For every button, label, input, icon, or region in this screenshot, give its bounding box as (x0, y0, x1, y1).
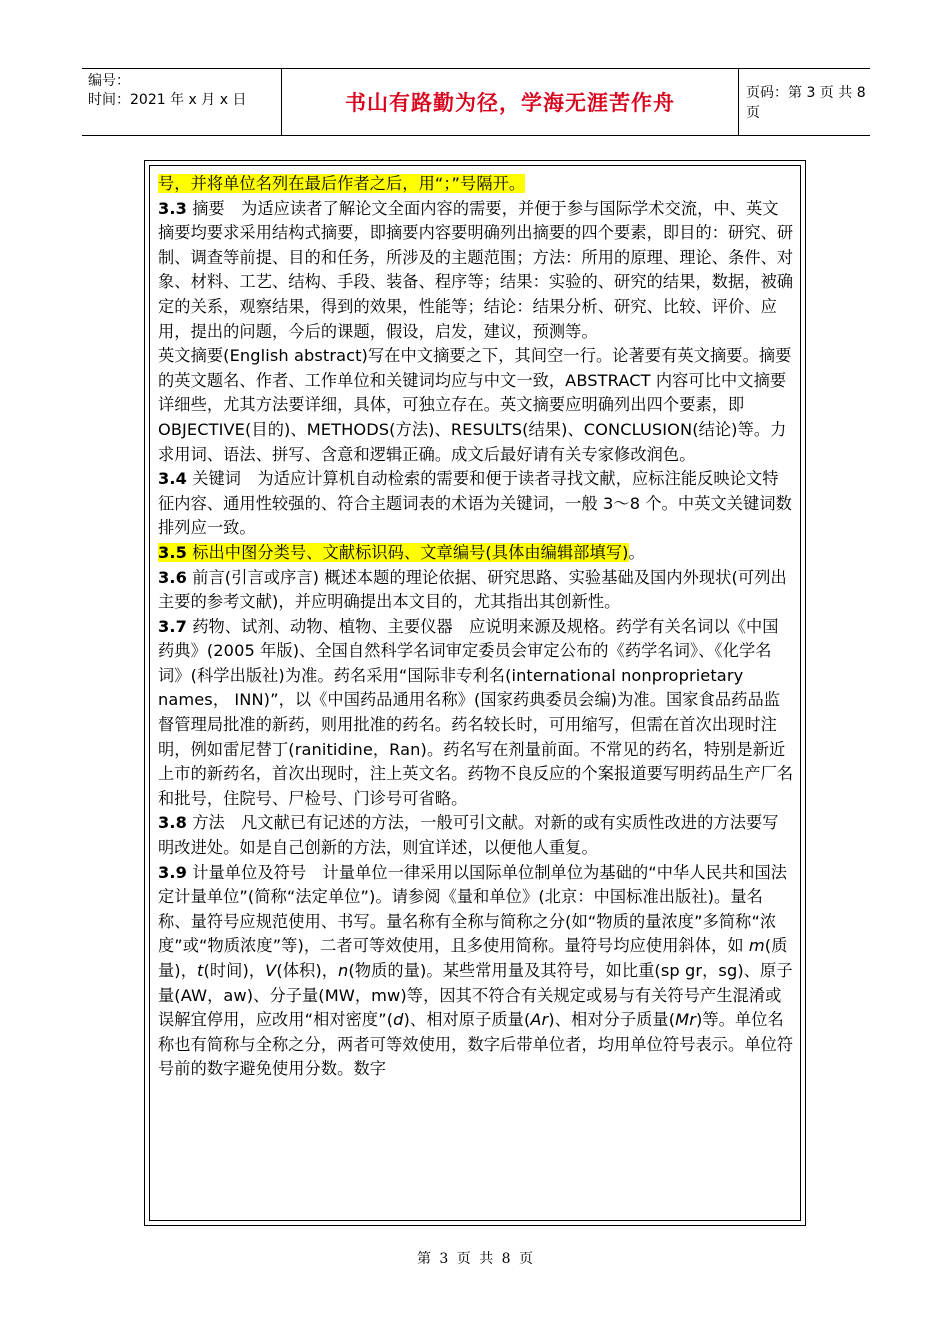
section-text: 凡文献已有记述的方法，一般可引文献。对新的或有实质性改进的方法要写明改进处。如是自己创新的方法，则宜详述，以便他人重复。 (158, 813, 779, 858)
symbol-text: (时间)， (203, 961, 266, 980)
document-number-label: 编号： (88, 73, 130, 89)
symbol-m: m (748, 936, 765, 956)
symbol-V: V (265, 961, 277, 980)
section-3-7-drugs (158, 615, 794, 812)
section-text-end: 。 (628, 542, 645, 562)
symbol-d: d (393, 1010, 404, 1030)
content-frame (144, 160, 806, 1226)
section-3-8-methods (158, 811, 794, 860)
section-text: 为适应读者了解论文全面内容的需要，并便于参与国际学术交流，中、英文摘要均要求采用结构式摘要，即摘要内容要明确列出摘要的四个要素，即目的：研究、研制、调查等前提、目的和任务，所涉及的主题范围；方法：所用的原理、理论、条件、对象、材料、工艺、结构、手段、装备、程序等；结果：实验的、研究的结果，数据，被确定的关系，观察结果，得到的效果，性能等；结论：结果分析、研究、比较、评价、应用，提出的问题，今后的课题，假设，启发，建议，预测等。 (158, 198, 794, 341)
symbol-Ar: Ar (530, 1010, 549, 1030)
section-text: 应说明来源及规格。药学有关名词以《中国药典》(2005 年版)、全国自然科学名词审定委员会审定公布的《药学名词》、《化学名词》(科学出版社)为准。药名采用“国际非专利名(international nonproprietary names， INN)”，以《中国药品通用名称》(国家药典委员会编)为准。国家食品药品监督管理局批准的新药，则用批准的药名。药名较长时，可用缩写，但需在首次出现时注明，例如雷尼替丁(ranitidine，Ran)。药名写在剂量前面。不常见的药名，特别是新近上市的新药名，首次出现时，注上英文名。药物不良反应的个案报道要写明药品生产厂名和批号，住院号、尸检号、门诊号可省略。 (158, 616, 794, 808)
paragraph-english-abstract: 英文摘要(English abstract)写在中文摘要之下，其间空一行。论著要有英文摘要。摘要的英文题名、作者、工作单位和关键词均应与中文一致，ABSTRACT 内容可比中文摘要详细些，尤其方法要详细，具体，可独立存在。英文摘要应明确列出四个要素，即 OBJECTIVE(目的)、METHODS(方法)、RESULTS(结果)、CONCLUSION(结论)等。力求用词、语法、拼写、含意和逻辑正确。成文后最好请有关专家修改润色。 (158, 346, 792, 464)
section-3-5-classification (158, 541, 794, 566)
content-inner-frame (149, 165, 801, 1221)
symbol-text: (体积)， (276, 961, 339, 980)
section-number: 3.3 (158, 198, 187, 218)
section-number: 3.8 (158, 813, 187, 833)
document-body (158, 172, 794, 1082)
section-number: 3.7 (158, 616, 187, 636)
symbol-text: )、相对原子质量( (403, 1010, 531, 1030)
symbol-t: t (197, 961, 204, 980)
section-text: 标出中图分类号、文献标识码、文章编号(具体由编辑部填写) (186, 542, 629, 562)
page-footer: 第 3 页 共 8 页 (416, 1251, 534, 1267)
section-title: 计量单位及符号 (186, 862, 307, 882)
symbol-Mr: Mr (675, 1010, 696, 1030)
highlighted-text: 号，并将单位名列在最后作者之后，用“；”号隔开。 (158, 174, 526, 193)
section-number: 3.6 (158, 567, 187, 587)
section-text: (物质的量)。某些常用量及其符号，如比重(sp gr，sg)、原子量(AW，aw)、分子量(MW，mw)等，因其不符合有关规定或易与有关符号产生混淆或误解宜停用，应改用“相对密度”( (158, 961, 793, 1030)
section-number: 3.5 (158, 542, 187, 562)
section-text: )等。单位名称也有简称与全称之分，两者可等效使用，数字后带单位者，均用单位符号表示。单位符号前的数字避免使用分数。数字 (158, 1010, 794, 1079)
section-text: 计量单位一律采用以国际单位制单位为基础的“中华人民共和国法定计量单位”(简称“法定单位”)。请参阅《量和单位》(北京：中国标准出版社)。量名称、量符号应规范使用、书写。量名称有全称与简称之分(如“物质的量浓度”多简称“浓度”或“物质浓度”等)，二者可等效使用，且多使用简称。量符号均应使用斜体，如 (158, 862, 788, 956)
section-text: 为适应计算机自动检索的需要和便于读者寻找文献，应标注能反映论文特征内容、通用性较强的、符合主题词表的术语为关键词，一般 3～8 个。中英文关键词数排列应一致。 (158, 469, 792, 538)
section-title: 药物、试剂、动物、植物、主要仪器 (186, 616, 453, 636)
symbol-text: )、相对分子质量( (548, 1010, 676, 1030)
header-motto: 书山有路勤为径，学海无涯苦作舟 (282, 69, 739, 135)
symbol-n: n (338, 961, 349, 980)
section-number: 3.4 (158, 469, 187, 489)
section-3-4-keywords (158, 467, 794, 541)
section-text: 概述本题的理论依据、研究思路、实验基础及国内外现状(可列出主要的参考文献)，并应明确提出本文目的，尤其指出其创新性。 (158, 567, 787, 612)
symbol-text: (质量)， (158, 936, 788, 980)
header-page-info: 页码：第 3 页 共 8 页 (746, 85, 866, 121)
section-title: 关键词 (186, 469, 242, 489)
document-date: 时间：2021 年 x 月 x 日 (88, 92, 247, 108)
paragraph-continuation (158, 172, 794, 197)
section-3-6-introduction (158, 566, 794, 615)
section-number: 3.9 (158, 862, 187, 882)
section-title: 前言(引言或序言) (186, 567, 320, 587)
header-left-cell (82, 69, 282, 135)
page-header (82, 68, 870, 136)
section-3-3-abstract (158, 197, 794, 345)
section-title: 摘要 (186, 198, 225, 218)
highlighted-text (158, 543, 629, 562)
section-title: 方法 (186, 813, 225, 833)
section-3-9-units (158, 861, 794, 1082)
